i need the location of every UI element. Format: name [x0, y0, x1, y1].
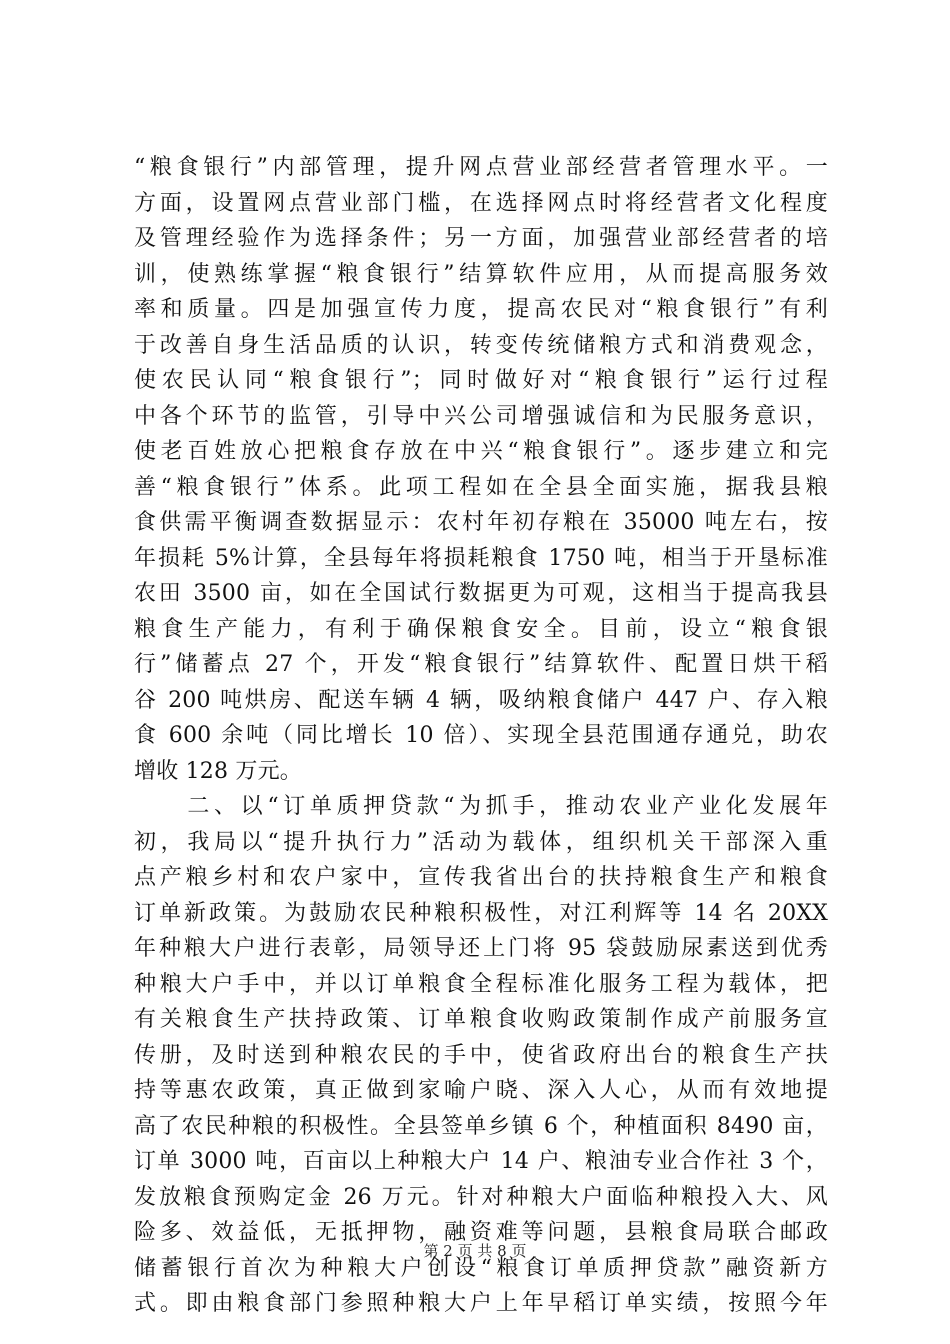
text-line: 持等惠农政策，真正做到家喻户晓、深入人心，从而有效地提 [134, 1078, 828, 1103]
text-line: 订单新政策。为鼓励农民种粮积极性，对江利辉等 14 名 20XX [134, 900, 828, 926]
text-line: 使农民认同“粮食银行”；同时做好对“粮食银行”运行过程 [134, 368, 828, 393]
text-line: 险多、效益低，无抵押物，融资难等问题，县粮食局联合邮政 [134, 1220, 828, 1245]
text-line: 年损耗 5%计算，全县每年将损耗粮食 1750 吨，相当于开垦标准 [134, 545, 828, 571]
text-line: 式。即由粮食部门参照种粮大户上年早稻订单实绩，按照今年 [134, 1291, 828, 1316]
text-line: 于改善自身生活品质的认识，转变传统储粮方式和消费观念， [134, 332, 828, 358]
body-text [134, 150, 828, 1322]
text-line: 谷 200 吨烘房、配送车辆 4 辆，吸纳粮食储户 447 户、存入粮 [134, 687, 828, 713]
text-line: 农田 3500 亩，如在全国试行数据更为可观，这相当于提高我县 [134, 581, 828, 606]
text-line: 食 600 余吨（同比增长 10 倍）、实现全县范围通存通兑，助农 [134, 723, 828, 748]
text-line: 初，我局以“提升执行力”活动为载体，组织机关干部深入重 [134, 829, 828, 855]
text-line: 方面，设置网点营业部门槛，在选择网点时将经营者文化程度 [134, 190, 828, 216]
text-line: 粮食生产能力，有利于确保粮食安全。目前，设立“粮食银 [134, 616, 828, 642]
text-line: 种粮大户手中，并以订单粮食全程标准化服务工程为载体，把 [134, 971, 828, 997]
text-line: 中各个环节的监管，引导中兴公司增强诚信和为民服务意识， [134, 403, 828, 429]
text-line: 二、以“订单质押贷款“为抓手，推动农业产业化发展年 [134, 794, 828, 819]
text-line: 订单 3000 吨，百亩以上种粮大户 14 户、粮油专业合作社 3 个， [134, 1149, 828, 1174]
text-line: 增收 128 万元。 [134, 758, 302, 784]
text-line: 点产粮乡村和农户家中，宣传我省出台的扶持粮食生产和粮食 [134, 865, 828, 890]
text-line: 使老百姓放心把粮食存放在中兴“粮食银行”。逐步建立和完 [134, 439, 828, 464]
text-line: 传册，及时送到种粮农民的手中，使省政府出台的粮食生产扶 [134, 1042, 828, 1068]
text-line: 善“粮食银行”体系。此项工程如在全县全面实施，据我县粮 [134, 474, 828, 500]
text-line: 发放粮食预购定金 26 万元。针对种粮大户面临种粮投入大、风 [134, 1184, 828, 1210]
text-line: “粮食银行”内部管理，提升网点营业部经营者管理水平。一 [134, 155, 828, 180]
text-line: 及管理经验作为选择条件；另一方面，加强营业部经营者的培 [134, 226, 828, 251]
text-line: 年种粮大户进行表彰，局领导还上门将 95 袋鼓励尿素送到优秀 [134, 936, 828, 961]
text-line: 储蓄银行首次为种粮大户创设“粮食订单质押贷款”融资新方 [134, 1255, 828, 1281]
text-line: 训，使熟练掌握“粮食银行”结算软件应用，从而提高服务效 [134, 261, 828, 287]
text-line: 有关粮食生产扶持政策、订单粮食收购政策制作成产前服务宣 [134, 1007, 828, 1032]
text-line: 食供需平衡调查数据显示：农村年初存粮在 35000 吨左右，按 [134, 510, 828, 535]
text-line: 高了农民种粮的积极性。全县签单乡镇 6 个，种植面积 8490 亩， [134, 1113, 828, 1139]
page-footer: 第 2 页 共 8 页 [423, 1242, 527, 1260]
text-line: 率和质量。四是加强宣传力度，提高农民对“粮食银行”有利 [134, 297, 828, 322]
text-line: 行”储蓄点 27 个，开发“粮食银行”结算软件、配置日烘干稻 [134, 652, 828, 677]
